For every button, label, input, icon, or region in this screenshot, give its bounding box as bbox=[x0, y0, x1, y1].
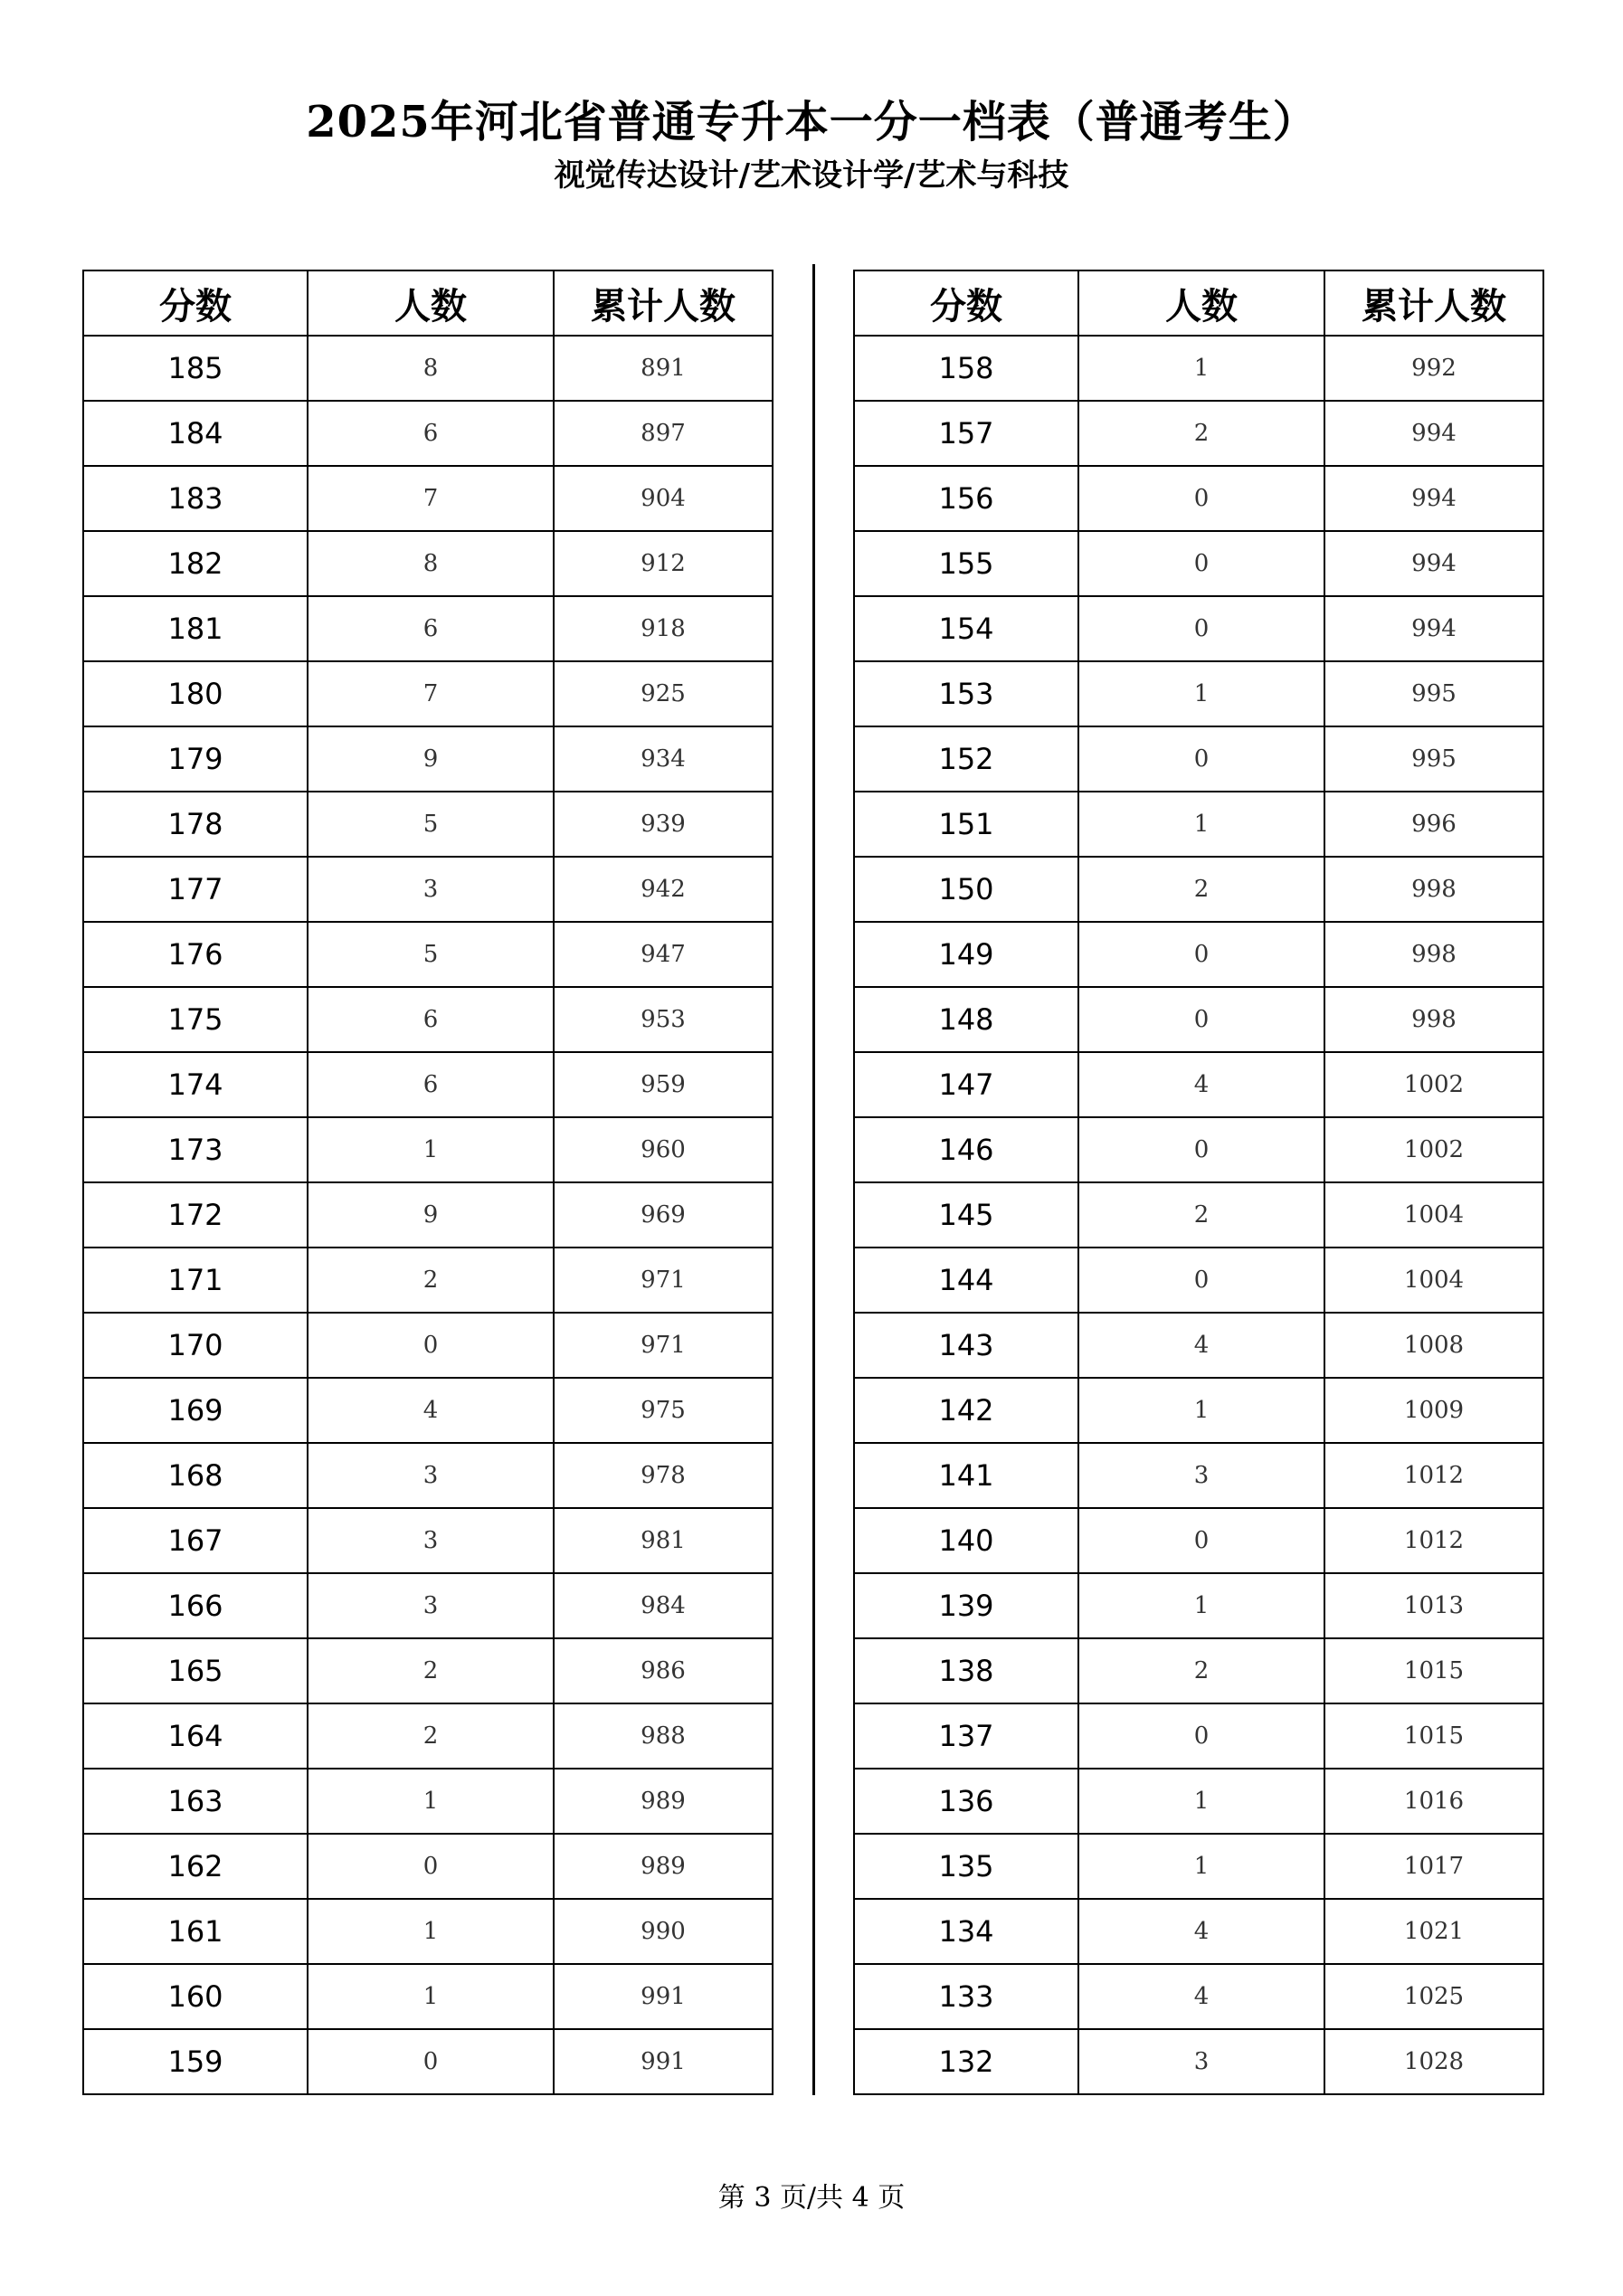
cumulative-cell: 1021 bbox=[1324, 1899, 1543, 1964]
table-row bbox=[854, 1573, 1543, 1638]
cumulative-cell: 995 bbox=[1324, 661, 1543, 726]
table-row bbox=[83, 792, 773, 857]
table-row bbox=[83, 1964, 773, 2029]
table-row bbox=[83, 1378, 773, 1443]
count-cell: 4 bbox=[1078, 1964, 1324, 2029]
cumulative-cell: 995 bbox=[1324, 726, 1543, 792]
count-cell: 2 bbox=[1078, 401, 1324, 466]
score-cell: 180 bbox=[83, 661, 308, 726]
cumulative-cell: 991 bbox=[554, 1964, 773, 2029]
score-cell: 156 bbox=[854, 466, 1078, 531]
score-cell: 134 bbox=[854, 1899, 1078, 1964]
cumulative-cell: 986 bbox=[554, 1638, 773, 1703]
table-row bbox=[854, 1182, 1543, 1248]
cumulative-cell: 934 bbox=[554, 726, 773, 792]
score-cell: 132 bbox=[854, 2029, 1078, 2094]
cumulative-cell: 1004 bbox=[1324, 1182, 1543, 1248]
cumulative-cell: 918 bbox=[554, 596, 773, 661]
score-cell: 142 bbox=[854, 1378, 1078, 1443]
table-row bbox=[83, 1899, 773, 1964]
count-cell: 0 bbox=[308, 1834, 554, 1899]
cumulative-cell: 959 bbox=[554, 1052, 773, 1117]
cumulative-cell: 969 bbox=[554, 1182, 773, 1248]
cumulative-cell: 904 bbox=[554, 466, 773, 531]
count-cell: 7 bbox=[308, 466, 554, 531]
count-cell: 0 bbox=[1078, 1508, 1324, 1573]
count-cell: 0 bbox=[1078, 726, 1324, 792]
table-row bbox=[83, 1052, 773, 1117]
score-cell: 136 bbox=[854, 1769, 1078, 1834]
count-cell: 0 bbox=[1078, 531, 1324, 596]
cumulative-cell: 1017 bbox=[1324, 1834, 1543, 1899]
score-cell: 159 bbox=[83, 2029, 308, 2094]
table-row bbox=[854, 792, 1543, 857]
table-row bbox=[83, 1248, 773, 1313]
cumulative-cell: 925 bbox=[554, 661, 773, 726]
page-title: 2025年河北省普通专升本一分一档表（普通考生） bbox=[306, 97, 1317, 147]
count-cell: 2 bbox=[308, 1638, 554, 1703]
score-cell: 168 bbox=[83, 1443, 308, 1508]
score-cell: 152 bbox=[854, 726, 1078, 792]
count-cell: 2 bbox=[1078, 1182, 1324, 1248]
cumulative-cell: 989 bbox=[554, 1834, 773, 1899]
score-cell: 146 bbox=[854, 1117, 1078, 1182]
count-cell: 6 bbox=[308, 1052, 554, 1117]
cumulative-cell: 1002 bbox=[1324, 1052, 1543, 1117]
table-row bbox=[83, 1117, 773, 1182]
count-cell: 1 bbox=[308, 1117, 554, 1182]
count-cell: 6 bbox=[308, 401, 554, 466]
count-cell: 0 bbox=[1078, 922, 1324, 987]
score-cell: 137 bbox=[854, 1703, 1078, 1769]
score-cell: 148 bbox=[854, 987, 1078, 1052]
score-cell: 166 bbox=[83, 1573, 308, 1638]
score-cell: 149 bbox=[854, 922, 1078, 987]
score-cell: 167 bbox=[83, 1508, 308, 1573]
count-cell: 1 bbox=[1078, 1769, 1324, 1834]
cumulative-cell: 975 bbox=[554, 1378, 773, 1443]
count-cell: 2 bbox=[308, 1703, 554, 1769]
count-cell: 1 bbox=[1078, 661, 1324, 726]
table-row bbox=[854, 401, 1543, 466]
score-cell: 157 bbox=[854, 401, 1078, 466]
page-subtitle: 视觉传达设计/艺术设计学/艺术与科技 bbox=[554, 157, 1069, 194]
header-cumulative: 累计人数 bbox=[1324, 270, 1543, 336]
cumulative-cell: 1002 bbox=[1324, 1117, 1543, 1182]
score-cell: 181 bbox=[83, 596, 308, 661]
cumulative-cell: 1015 bbox=[1324, 1638, 1543, 1703]
score-cell: 150 bbox=[854, 857, 1078, 922]
cumulative-cell: 978 bbox=[554, 1443, 773, 1508]
table-row bbox=[83, 726, 773, 792]
score-cell: 163 bbox=[83, 1769, 308, 1834]
score-cell: 172 bbox=[83, 1182, 308, 1248]
score-cell: 183 bbox=[83, 466, 308, 531]
count-cell: 6 bbox=[308, 596, 554, 661]
score-cell: 145 bbox=[854, 1182, 1078, 1248]
score-cell: 175 bbox=[83, 987, 308, 1052]
table-row bbox=[83, 336, 773, 401]
table-row bbox=[854, 661, 1543, 726]
cumulative-cell: 996 bbox=[1324, 792, 1543, 857]
count-cell: 9 bbox=[308, 726, 554, 792]
table-row bbox=[854, 531, 1543, 596]
count-cell: 1 bbox=[1078, 1834, 1324, 1899]
count-cell: 1 bbox=[308, 1964, 554, 2029]
table-row bbox=[83, 531, 773, 596]
table-row bbox=[854, 1964, 1543, 2029]
table-row bbox=[854, 857, 1543, 922]
cumulative-cell: 992 bbox=[1324, 336, 1543, 401]
count-cell: 3 bbox=[308, 857, 554, 922]
count-cell: 0 bbox=[1078, 987, 1324, 1052]
cumulative-cell: 1025 bbox=[1324, 1964, 1543, 2029]
score-cell: 141 bbox=[854, 1443, 1078, 1508]
score-cell: 155 bbox=[854, 531, 1078, 596]
count-cell: 2 bbox=[1078, 1638, 1324, 1703]
header-score: 分数 bbox=[83, 270, 308, 336]
table-row bbox=[854, 1443, 1543, 1508]
cumulative-cell: 1004 bbox=[1324, 1248, 1543, 1313]
cumulative-cell: 994 bbox=[1324, 531, 1543, 596]
count-cell: 5 bbox=[308, 922, 554, 987]
table-header-row bbox=[854, 270, 1543, 336]
cumulative-cell: 984 bbox=[554, 1573, 773, 1638]
table-row bbox=[854, 1899, 1543, 1964]
table-row bbox=[83, 1313, 773, 1378]
table-row bbox=[83, 1769, 773, 1834]
table-row bbox=[854, 1834, 1543, 1899]
table-header-row bbox=[83, 270, 773, 336]
table-row bbox=[83, 1703, 773, 1769]
cumulative-cell: 953 bbox=[554, 987, 773, 1052]
cumulative-cell: 1016 bbox=[1324, 1769, 1543, 1834]
table-row bbox=[854, 2029, 1543, 2094]
score-table-left bbox=[82, 270, 774, 2095]
count-cell: 1 bbox=[308, 1899, 554, 1964]
table-row bbox=[854, 1769, 1543, 1834]
count-cell: 4 bbox=[1078, 1052, 1324, 1117]
score-cell: 169 bbox=[83, 1378, 308, 1443]
table-row bbox=[854, 1638, 1543, 1703]
table-row bbox=[854, 987, 1543, 1052]
cumulative-cell: 990 bbox=[554, 1899, 773, 1964]
score-cell: 182 bbox=[83, 531, 308, 596]
count-cell: 0 bbox=[1078, 1248, 1324, 1313]
cumulative-cell: 1028 bbox=[1324, 2029, 1543, 2094]
cumulative-cell: 991 bbox=[554, 2029, 773, 2094]
count-cell: 5 bbox=[308, 792, 554, 857]
score-cell: 154 bbox=[854, 596, 1078, 661]
score-cell: 140 bbox=[854, 1508, 1078, 1573]
cumulative-cell: 998 bbox=[1324, 922, 1543, 987]
count-cell: 6 bbox=[308, 987, 554, 1052]
count-cell: 7 bbox=[308, 661, 554, 726]
table-row bbox=[83, 661, 773, 726]
count-cell: 4 bbox=[1078, 1899, 1324, 1964]
score-cell: 184 bbox=[83, 401, 308, 466]
count-cell: 8 bbox=[308, 531, 554, 596]
score-cell: 179 bbox=[83, 726, 308, 792]
count-cell: 8 bbox=[308, 336, 554, 401]
count-cell: 3 bbox=[1078, 2029, 1324, 2094]
table-row bbox=[854, 596, 1543, 661]
cumulative-cell: 998 bbox=[1324, 987, 1543, 1052]
score-cell: 158 bbox=[854, 336, 1078, 401]
score-cell: 176 bbox=[83, 922, 308, 987]
score-cell: 162 bbox=[83, 1834, 308, 1899]
count-cell: 3 bbox=[308, 1573, 554, 1638]
count-cell: 0 bbox=[1078, 1117, 1324, 1182]
count-cell: 4 bbox=[308, 1378, 554, 1443]
table-row bbox=[854, 922, 1543, 987]
score-cell: 143 bbox=[854, 1313, 1078, 1378]
table-row bbox=[83, 857, 773, 922]
score-cell: 178 bbox=[83, 792, 308, 857]
count-cell: 2 bbox=[308, 1248, 554, 1313]
count-cell: 0 bbox=[1078, 596, 1324, 661]
count-cell: 9 bbox=[308, 1182, 554, 1248]
score-cell: 171 bbox=[83, 1248, 308, 1313]
count-cell: 3 bbox=[308, 1443, 554, 1508]
cumulative-cell: 971 bbox=[554, 1313, 773, 1378]
column-divider bbox=[812, 264, 815, 2095]
cumulative-cell: 897 bbox=[554, 401, 773, 466]
cumulative-cell: 988 bbox=[554, 1703, 773, 1769]
cumulative-cell: 1012 bbox=[1324, 1443, 1543, 1508]
table-row bbox=[83, 1443, 773, 1508]
page-number: 第 3 页/共 4 页 bbox=[717, 2182, 906, 2214]
header-cumulative: 累计人数 bbox=[554, 270, 773, 336]
score-cell: 161 bbox=[83, 1899, 308, 1964]
score-cell: 135 bbox=[854, 1834, 1078, 1899]
count-cell: 1 bbox=[308, 1769, 554, 1834]
table-row bbox=[854, 726, 1543, 792]
score-cell: 177 bbox=[83, 857, 308, 922]
score-cell: 133 bbox=[854, 1964, 1078, 2029]
count-cell: 3 bbox=[1078, 1443, 1324, 1508]
cumulative-cell: 971 bbox=[554, 1248, 773, 1313]
cumulative-cell: 960 bbox=[554, 1117, 773, 1182]
count-cell: 1 bbox=[1078, 1378, 1324, 1443]
cumulative-cell: 1015 bbox=[1324, 1703, 1543, 1769]
count-cell: 0 bbox=[308, 2029, 554, 2094]
count-cell: 1 bbox=[1078, 336, 1324, 401]
score-cell: 160 bbox=[83, 1964, 308, 2029]
count-cell: 2 bbox=[1078, 857, 1324, 922]
cumulative-cell: 981 bbox=[554, 1508, 773, 1573]
table-row bbox=[83, 1182, 773, 1248]
score-cell: 165 bbox=[83, 1638, 308, 1703]
cumulative-cell: 939 bbox=[554, 792, 773, 857]
score-cell: 164 bbox=[83, 1703, 308, 1769]
count-cell: 1 bbox=[1078, 792, 1324, 857]
table-row bbox=[854, 1248, 1543, 1313]
cumulative-cell: 1009 bbox=[1324, 1378, 1543, 1443]
table-row bbox=[854, 466, 1543, 531]
cumulative-cell: 1013 bbox=[1324, 1573, 1543, 1638]
count-cell: 0 bbox=[1078, 466, 1324, 531]
table-row bbox=[854, 1313, 1543, 1378]
count-cell: 0 bbox=[308, 1313, 554, 1378]
table-row bbox=[83, 1508, 773, 1573]
table-row bbox=[83, 401, 773, 466]
count-cell: 3 bbox=[308, 1508, 554, 1573]
cumulative-cell: 891 bbox=[554, 336, 773, 401]
table-row bbox=[854, 1052, 1543, 1117]
cumulative-cell: 994 bbox=[1324, 466, 1543, 531]
cumulative-cell: 947 bbox=[554, 922, 773, 987]
score-cell: 147 bbox=[854, 1052, 1078, 1117]
table-row bbox=[854, 336, 1543, 401]
score-cell: 151 bbox=[854, 792, 1078, 857]
header-count: 人数 bbox=[308, 270, 554, 336]
score-cell: 173 bbox=[83, 1117, 308, 1182]
table-row bbox=[854, 1703, 1543, 1769]
score-cell: 174 bbox=[83, 1052, 308, 1117]
score-cell: 185 bbox=[83, 336, 308, 401]
count-cell: 0 bbox=[1078, 1703, 1324, 1769]
score-cell: 144 bbox=[854, 1248, 1078, 1313]
table-row bbox=[83, 1638, 773, 1703]
table-row bbox=[854, 1117, 1543, 1182]
table-row bbox=[83, 1834, 773, 1899]
score-cell: 139 bbox=[854, 1573, 1078, 1638]
cumulative-cell: 998 bbox=[1324, 857, 1543, 922]
table-row bbox=[83, 1573, 773, 1638]
count-cell: 4 bbox=[1078, 1313, 1324, 1378]
table-row bbox=[854, 1378, 1543, 1443]
cumulative-cell: 912 bbox=[554, 531, 773, 596]
table-row bbox=[83, 2029, 773, 2094]
cumulative-cell: 1012 bbox=[1324, 1508, 1543, 1573]
header-score: 分数 bbox=[854, 270, 1078, 336]
table-row bbox=[854, 1508, 1543, 1573]
table-row bbox=[83, 922, 773, 987]
cumulative-cell: 942 bbox=[554, 857, 773, 922]
score-cell: 170 bbox=[83, 1313, 308, 1378]
table-row bbox=[83, 596, 773, 661]
cumulative-cell: 994 bbox=[1324, 596, 1543, 661]
header-count: 人数 bbox=[1078, 270, 1324, 336]
score-cell: 153 bbox=[854, 661, 1078, 726]
cumulative-cell: 989 bbox=[554, 1769, 773, 1834]
table-row bbox=[83, 466, 773, 531]
score-table-right bbox=[853, 270, 1544, 2095]
score-cell: 138 bbox=[854, 1638, 1078, 1703]
count-cell: 1 bbox=[1078, 1573, 1324, 1638]
cumulative-cell: 1008 bbox=[1324, 1313, 1543, 1378]
table-row bbox=[83, 987, 773, 1052]
cumulative-cell: 994 bbox=[1324, 401, 1543, 466]
